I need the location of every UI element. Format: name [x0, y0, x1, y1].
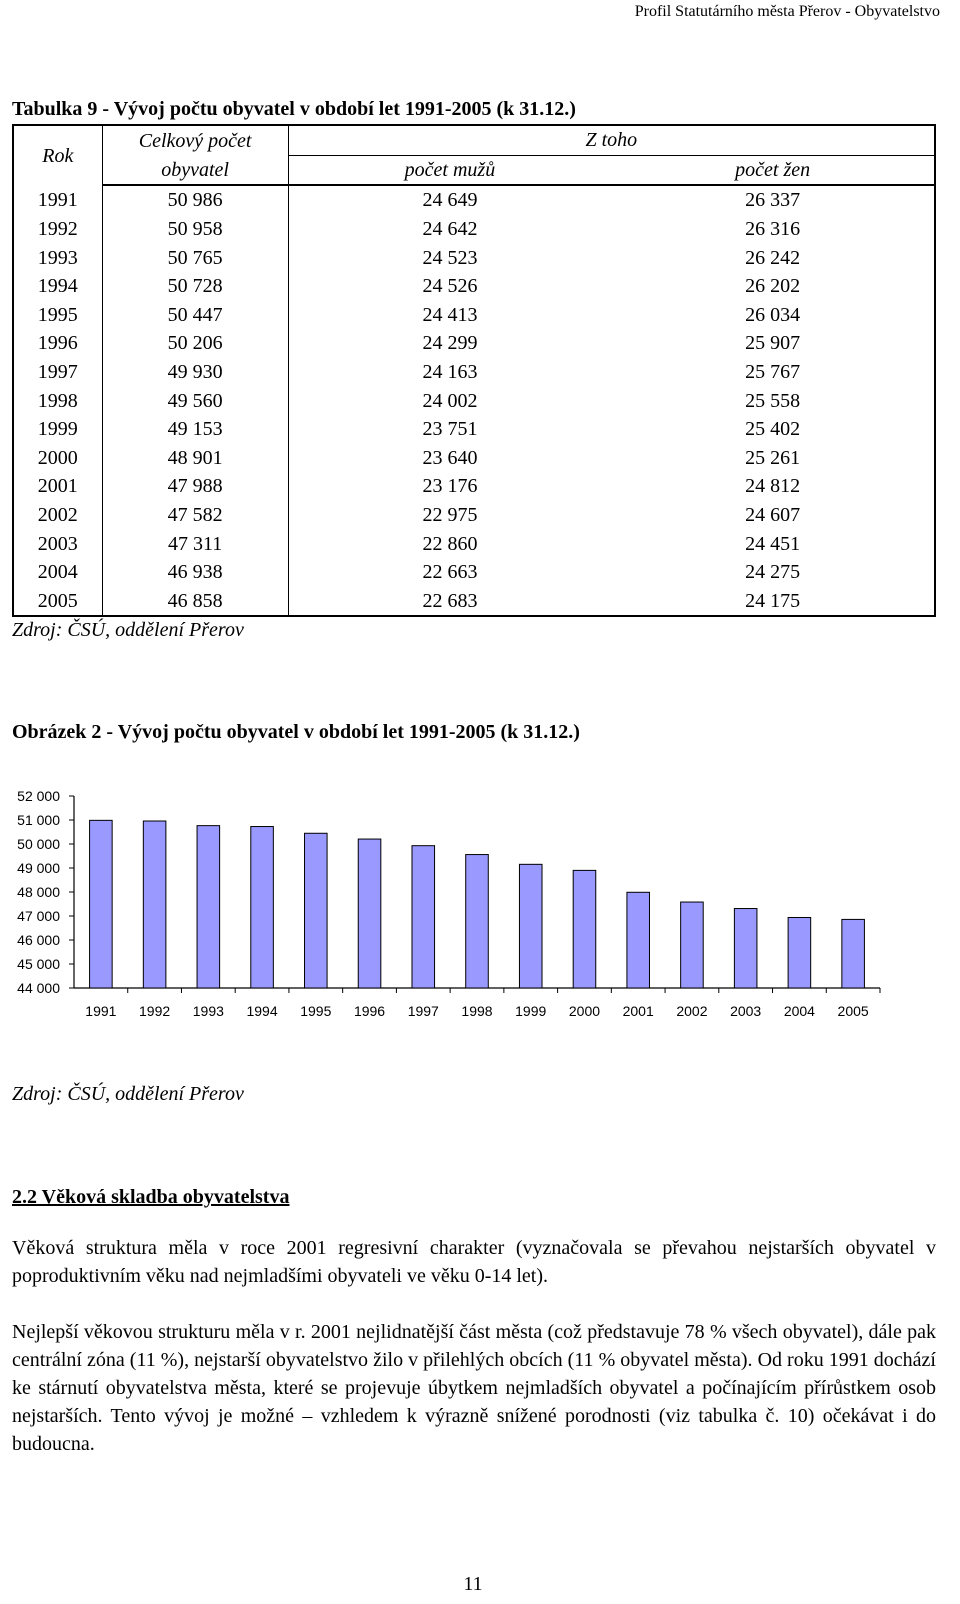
table-row: [13, 329, 935, 358]
cell-women: 24 275: [745, 561, 801, 584]
y-tick-label: 45 000: [17, 956, 60, 972]
cell-men: 23 640: [422, 446, 478, 469]
x-tick-label: 1998: [461, 1003, 493, 1019]
cell-year: 1993: [13, 243, 102, 272]
cell-men: 24 526: [422, 275, 478, 298]
table-row: [13, 529, 935, 558]
header-total-line2: obyvatel: [102, 155, 288, 185]
x-tick-label: 1996: [353, 1003, 386, 1019]
cell-total: 50 206: [102, 329, 288, 358]
section-title: 2.2 Věková skladba obyvatelstva: [12, 1186, 290, 1208]
running-header: Profil Statutárního města Přerov - Obyvatelstvo: [634, 3, 940, 20]
bar-1993: [197, 826, 220, 988]
x-tick-label: 2000: [568, 1003, 601, 1019]
cell-total: 49 153: [102, 415, 288, 444]
header-women: počet žen: [611, 155, 935, 185]
cell-men: 24 649: [422, 189, 478, 212]
bar-2000: [573, 870, 596, 988]
cell-men: 24 523: [422, 246, 478, 269]
cell-year: 2004: [13, 558, 102, 587]
paragraph-1: Věková struktura měla v roce 2001 regresivní charakter (vyznačovala se převahou nejstarších obyvatel v poproduktivním věku nad nejmladšími obyvateli ve věku 0-14 let).: [12, 1237, 936, 1287]
cell-total: 49 930: [102, 358, 288, 387]
header-of-which: Z toho: [288, 125, 935, 155]
x-tick-label: 2005: [837, 1003, 869, 1019]
cell-year: 2002: [13, 501, 102, 530]
cell-year: 2005: [13, 587, 102, 617]
table-row: [13, 243, 935, 272]
cell-women: 26 316: [745, 218, 801, 241]
header-men: počet mužů: [288, 155, 611, 185]
cell-women: 26 242: [745, 246, 801, 269]
bar-1996: [358, 839, 381, 988]
x-tick-label: 2001: [622, 1003, 654, 1019]
cell-women: 25 767: [745, 361, 801, 384]
x-tick-label: 1995: [300, 1003, 332, 1019]
cell-women: 25 558: [745, 389, 801, 412]
cell-total: 49 560: [102, 386, 288, 415]
x-tick-label: 2003: [730, 1003, 762, 1019]
population-bar-chart: [0, 770, 960, 1045]
bar-1998: [466, 855, 489, 988]
cell-total: 50 958: [102, 215, 288, 244]
cell-year: 1992: [13, 215, 102, 244]
cell-men: 23 751: [422, 418, 478, 441]
cell-women: 26 202: [745, 275, 801, 298]
cell-total: 50 986: [102, 185, 288, 215]
bar-2004: [788, 917, 811, 988]
bar-2003: [734, 909, 757, 988]
x-tick-label: 2002: [676, 1003, 708, 1019]
y-tick-label: 52 000: [17, 788, 60, 804]
table-row: [13, 472, 935, 501]
table-row: [13, 358, 935, 387]
y-tick-label: 46 000: [17, 932, 60, 948]
bar-2005: [842, 919, 865, 988]
cell-women: 24 175: [745, 589, 801, 612]
x-tick-label: 2004: [783, 1003, 815, 1019]
cell-total: 46 858: [102, 587, 288, 617]
y-tick-label: 49 000: [17, 860, 60, 876]
bar-1994: [251, 827, 274, 988]
cell-total: 48 901: [102, 444, 288, 473]
table-row: [13, 587, 935, 617]
y-tick-label: 47 000: [17, 908, 60, 924]
cell-men: 24 642: [422, 218, 478, 241]
figure-source: Zdroj: ČSÚ, oddělení Přerov: [12, 1083, 244, 1105]
cell-men: 22 975: [422, 504, 478, 527]
y-tick-label: 50 000: [17, 836, 60, 852]
cell-year: 2001: [13, 472, 102, 501]
table-row: [13, 558, 935, 587]
table-row: [13, 501, 935, 530]
y-tick-label: 48 000: [17, 884, 60, 900]
cell-year: 1994: [13, 272, 102, 301]
cell-total: 50 447: [102, 301, 288, 330]
cell-women: 25 261: [745, 446, 801, 469]
cell-women: 25 402: [745, 418, 801, 441]
y-tick-label: 51 000: [17, 812, 60, 828]
y-tick-label: 44 000: [17, 980, 60, 996]
cell-men: 22 663: [422, 561, 478, 584]
cell-year: 2003: [13, 529, 102, 558]
bar-1995: [305, 833, 328, 988]
cell-women: 24 451: [745, 532, 801, 555]
cell-men: 24 413: [422, 303, 478, 326]
bar-1991: [90, 820, 113, 988]
cell-total: 47 311: [102, 529, 288, 558]
cell-women: 25 907: [745, 332, 801, 355]
x-tick-label: 1993: [192, 1003, 224, 1019]
population-table: [12, 124, 936, 617]
cell-men: 22 860: [422, 532, 478, 555]
cell-year: 1999: [13, 415, 102, 444]
page-number: 11: [463, 1573, 483, 1595]
cell-year: 1997: [13, 358, 102, 387]
bar-1992: [143, 821, 166, 988]
cell-year: 2000: [13, 444, 102, 473]
x-tick-label: 1999: [515, 1003, 547, 1019]
cell-total: 46 938: [102, 558, 288, 587]
cell-men: 24 299: [422, 332, 478, 355]
cell-women: 26 337: [745, 189, 801, 212]
x-tick-label: 1992: [139, 1003, 171, 1019]
bar-1999: [519, 864, 542, 988]
table-row: [13, 415, 935, 444]
header-year: Rok: [13, 125, 102, 185]
cell-men: 22 683: [422, 589, 478, 612]
cell-women: 24 607: [745, 504, 801, 527]
figure-caption: Obrázek 2 - Vývoj počtu obyvatel v období let 1991-2005 (k 31.12.): [12, 721, 580, 743]
cell-men: 24 002: [422, 389, 478, 412]
table-row: [13, 444, 935, 473]
cell-year: 1996: [13, 329, 102, 358]
cell-year: 1991: [13, 185, 102, 215]
cell-men: 23 176: [422, 475, 478, 498]
table-row: [13, 215, 935, 244]
x-tick-label: 1994: [246, 1003, 278, 1019]
cell-year: 1998: [13, 386, 102, 415]
bar-2002: [681, 902, 704, 988]
cell-total: 47 582: [102, 501, 288, 530]
header-total-line1: Celkový počet: [102, 125, 288, 155]
bar-1997: [412, 846, 435, 988]
cell-men: 24 163: [422, 361, 478, 384]
table-row: [13, 386, 935, 415]
paragraph-2: Nejlepší věkovou strukturu měla v r. 2001 nejlidnatější část města (což představuje 78 % všech obyvatel), dále pak centrální zóna (11 %), nejstarší obyvatelstvo žilo v přilehlých obcích (11 % obyvatel města). Od roku 1991 dochází ke stárnutí obyvatelstva města, které se projevuje úbytkem nejmladších obyvatel a počínajícím přírůstkem osob nejstarších. Tento vývoj je možné – vzhledem k výrazně snížené porodnosti (viz tabulka č. 10) očekávat i do budoucna.: [12, 1321, 936, 1455]
cell-women: 26 034: [745, 303, 801, 326]
table-row: [13, 185, 935, 215]
cell-total: 50 765: [102, 243, 288, 272]
cell-total: 50 728: [102, 272, 288, 301]
table-caption: Tabulka 9 - Vývoj počtu obyvatel v období let 1991-2005 (k 31.12.): [12, 98, 576, 120]
x-tick-label: 1997: [407, 1003, 439, 1019]
table-row: [13, 272, 935, 301]
table-source: Zdroj: ČSÚ, oddělení Přerov: [12, 619, 244, 641]
bar-2001: [627, 892, 650, 988]
cell-total: 47 988: [102, 472, 288, 501]
cell-women: 24 812: [745, 475, 801, 498]
table-row: [13, 301, 935, 330]
cell-year: 1995: [13, 301, 102, 330]
x-tick-label: 1991: [85, 1003, 117, 1019]
